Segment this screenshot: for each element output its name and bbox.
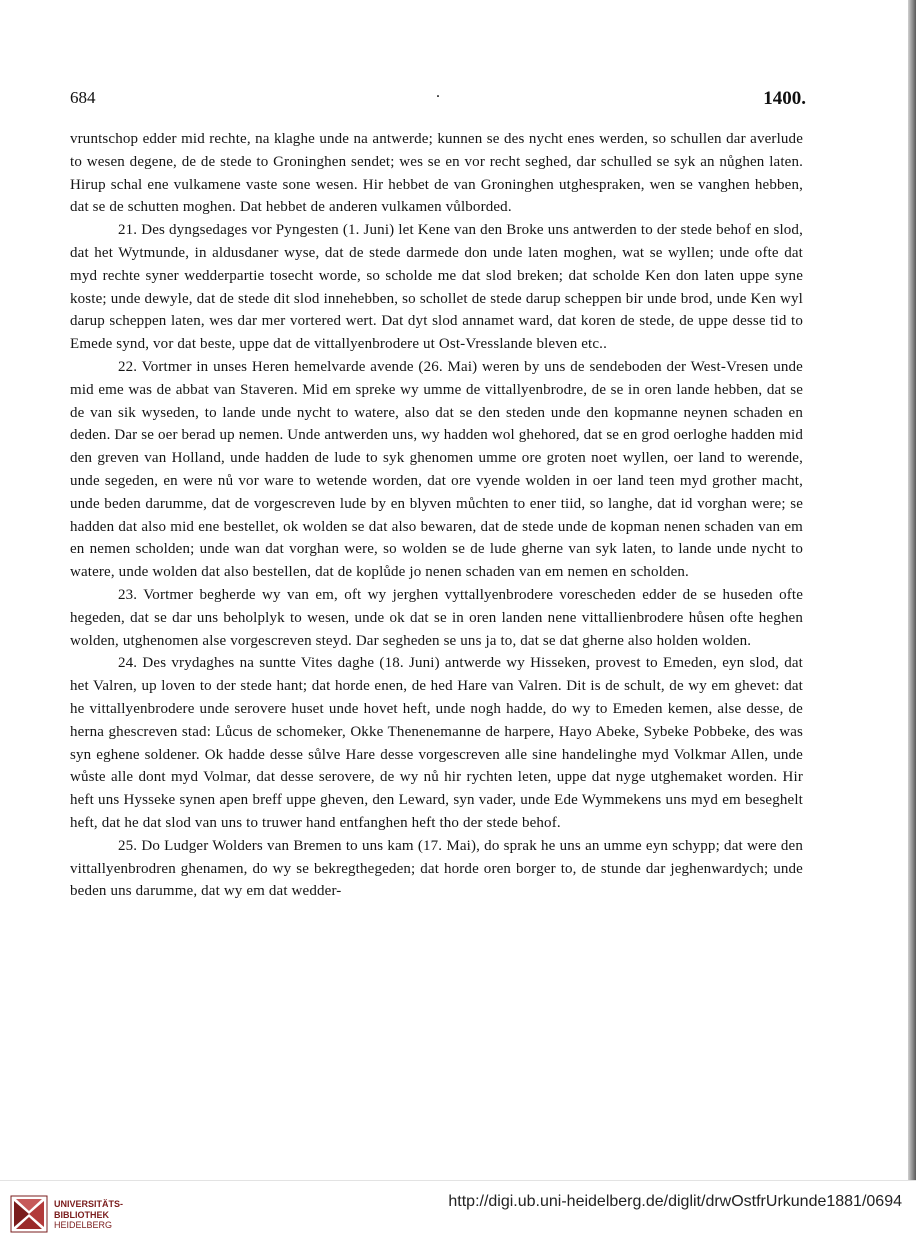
page-year: 1400.: [763, 88, 806, 109]
body-text: [70, 128, 803, 903]
paragraph-25: 25. Do Ludger Wolders van Bremen to uns kam (17. Mai), do sprak he uns an umme eyn schypp; dat were den vittallyenbrodren ghenamen, do wy se bekregthegeden; dat horde oren borger to, de stunde dar jeghenwardych; unde beden uns darumme, dat wy em dat wedder-: [70, 837, 803, 900]
paragraph-22: 22. Vortmer in unses Heren hemelvarde avende (26. Mai) weren by uns de sendeboden der West-Vresen unde mid eme was de abbat van Staveren. Mid em spreke wy umme de vittallyenbrodre, de se in oren lande hebben, dat se de van sik wyseden, to lande unde nycht to watere, also dat se den steden unde den kopmanne neynen schaden en deden. Dar se oer berad up nemen. Unde antwerden uns, wy hadden wol ghehored, dat se en grod oerloghe hadden mid den greven van Holland, unde hadden de lude to syk ghenomen umme ore groten noet wyllen, oer land to werende, unde segeden, en were nů vor ware to wetende worden, dat ore vyende wolden in oer land teen myd grother macht, unde beden darumme, dat de vorgescreven lude by en blyven můchten to ener tiid, so langhe, dat id vorghan were; se hadden dat also mid ene bestellet, ok wolden se dat also bewaren, dat de stede unde de kopman nenen schaden van em en nemen scholden; unde wan dat vorghan were, so wolden se de lude gherne van syk laten, to lande unde nycht to watere, unde wolden dat also bestellen, dat de koplůde jo nenen schaden van em nemen en scholden.: [70, 358, 803, 581]
page-header: [70, 84, 806, 112]
paragraph-21: 21. Des dyngsedages vor Pyngesten (1. Juni) let Kene van den Broke uns antwerden to der stede behof en slod, dat het Wytmunde, in aldusdaner wyse, dat de stede darmede don unde laten moghen, wat se wyllen; unde ofte dat myd rechte syner wedderpartie tosecht worde, so scholde me dat slod breken; dat scholde Ken don laten uppe syne koste; unde dewyle, dat de stede dit slod innehebben, so schollet de stede darup scheppen bir unde brod, unde Ken wyl darup scheppen laten, wes dar mer vortered wert. Dat dyt slod annamet ward, dat koren de stede, de uppe desse tid to Emede synd, vor dat beste, uppe dat de vittallyenbrodere ut Ost-Vresslande bleven etc..: [70, 222, 803, 353]
library-seal-icon: [10, 1195, 48, 1233]
paragraph-23: 23. Vortmer begherde wy van em, oft wy jerghen vyttallyenbrodere vorescheden edder de se huseden ofte hegeden, dat se dar uns beholplyk to wesen, unde ok dat se in oren landen nene vittallienbrodere hůsen ofte heghen wolden, utghenomen alse vorgescreven steyd. Dar segheden se uns ja to, dat se dat gherne also holden wolden.: [70, 586, 803, 649]
paragraph-continuation: vruntschop edder mid rechte, na klaghe unde na antwerde; kunnen se des nycht enes werden, so schullen dar averlude to wesen degene, de de stede to Groninghen sendet; wes se en vor recht seghed, dar schulled se syk an nůghen laten. Hirup schal ene vulkamene vaste sone wesen. Hir hebbet de van Groninghen utghespraken, wen se vanghen hebben, dat se de schutten moghen. Dat hebbet de anderen vulkamen vůlborded.: [70, 131, 803, 216]
logo-line-1: UNIVERSITÄTS-: [54, 1199, 124, 1209]
header-dot: .: [436, 84, 440, 101]
page-number: 684: [70, 88, 96, 107]
source-url-link[interactable]: http://digi.ub.uni-heidelberg.de/diglit/drwOstfrUrkunde1881/0694: [448, 1193, 902, 1210]
library-logo[interactable]: [10, 1193, 128, 1237]
page-edge-shadow: [908, 0, 916, 1180]
viewer-footer: [0, 1180, 916, 1251]
logo-line-2: BIBLIOTHEK: [54, 1209, 109, 1220]
logo-line-3: HEIDELBERG: [54, 1220, 113, 1230]
paragraph-24: 24. Des vrydaghes na suntte Vites daghe (18. Juni) antwerde wy Hisseken, provest to Emeden, eyn slod, dat het Valren, up loven to der stede hant; dat horde enen, de hed Hare van Valren. Dit is de schult, de wy em ghevet: dat he vittallyenbrodere unde serovere huset unde hovet heft, unde nogh hadde, do wy to Emeden kemen, alse desse, de herna ghescreven stad: Lůcus de schomeker, Okke Thenenemanne de harpere, Hayo Abeke, Sybeke Pobbeke, des was syn eghene soldener. Ok hadde desse sůlve Hare desse vorgescreven alle sine handelinghe myd Volkmar Allen, unde wůste alle dont myd Volmar, dat desse serovere, de wy nů hir rychten leten, uppe dat nyge utghemaket worden. Hir heft uns Hysseke synen apen breff uppe gheven, den Leward, syn vader, unde Ede Wymmekens uns myd em beseghelt heft, dat he dat slod van uns to truwer hand entfanghen heft tho der stede behof.: [70, 655, 803, 831]
library-name: [54, 1199, 123, 1231]
